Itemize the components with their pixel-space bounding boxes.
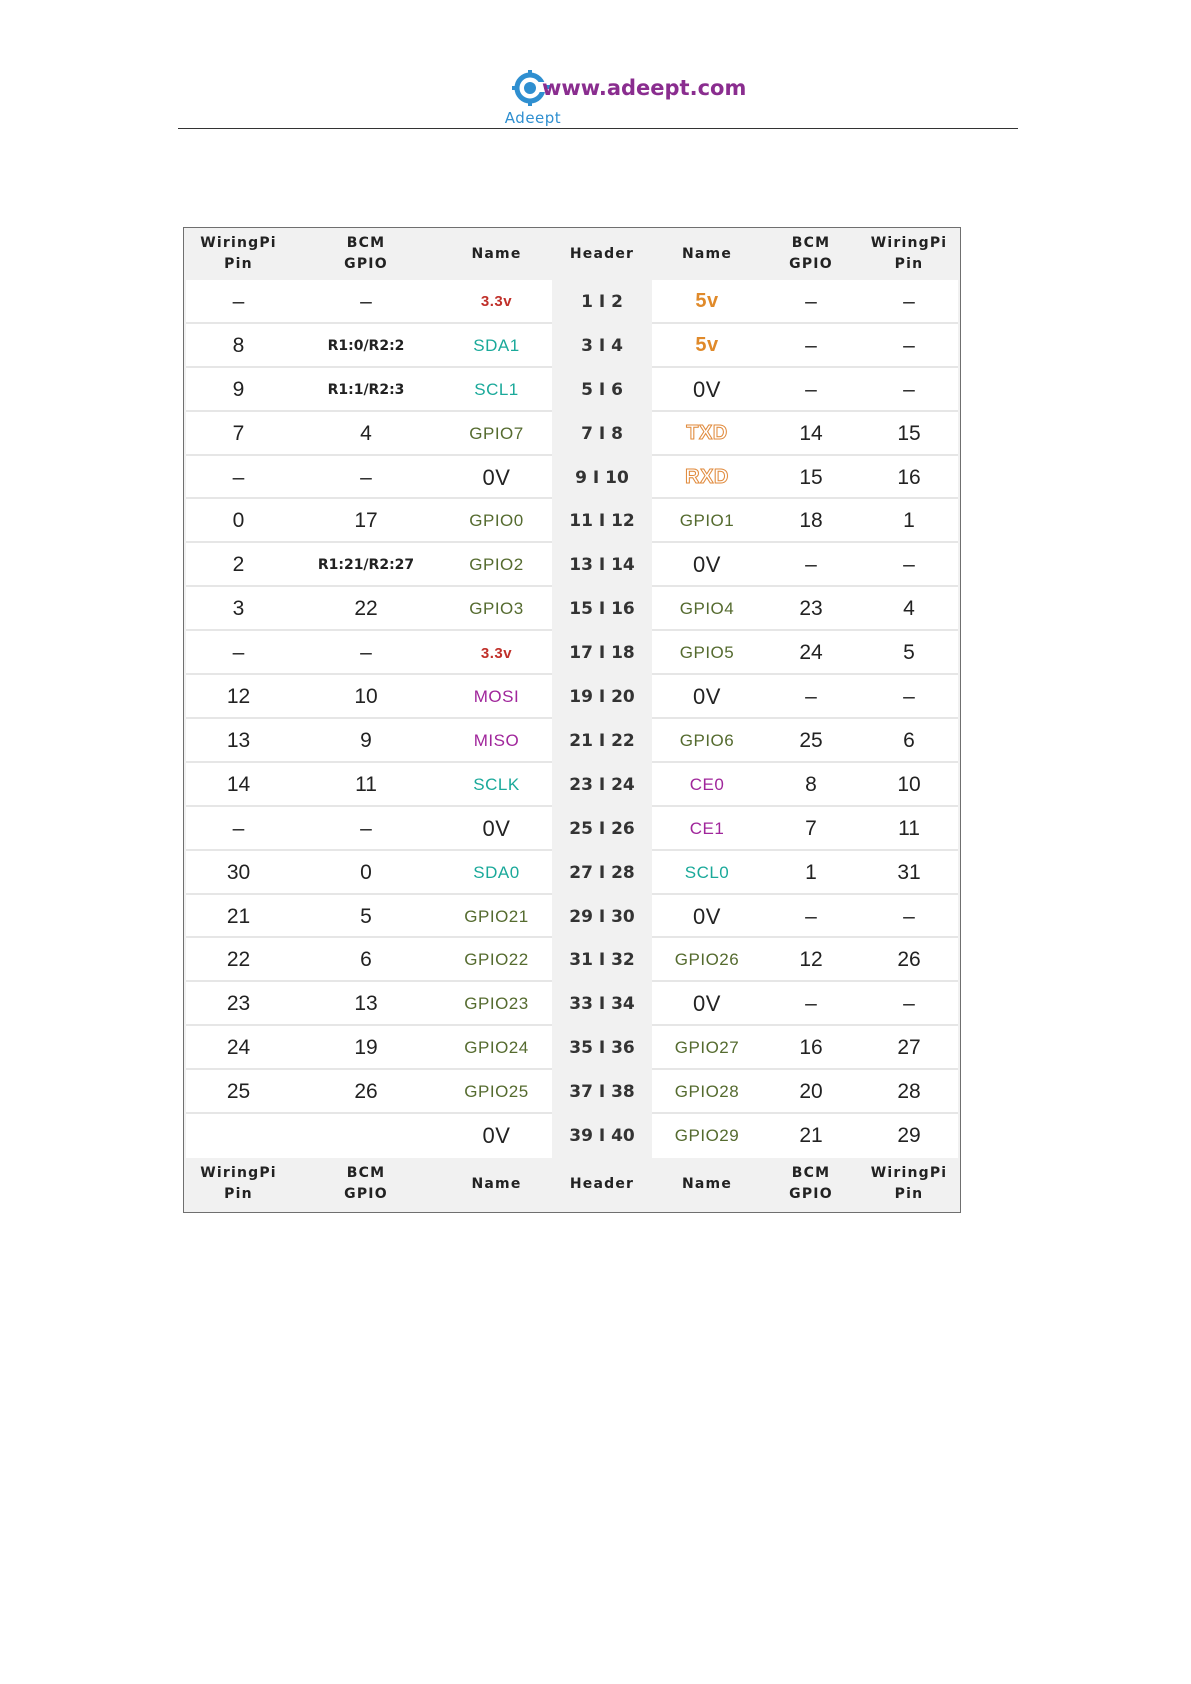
bcm-right-cell: – [805, 289, 817, 313]
name-right-cell: TXD [686, 422, 728, 445]
wiringpi-right-cell: 26 [897, 948, 921, 972]
footer-wiringpi-left: WiringPi Pin [200, 1165, 277, 1202]
wiringpi-left-cell: 14 [226, 772, 251, 796]
wiringpi-left-cell: 0 [232, 509, 245, 533]
wiringpi-left-cell: 25 [226, 1080, 251, 1104]
name-right-cell: 0V [693, 684, 721, 710]
bcm-right-cell: 24 [799, 641, 823, 665]
table-row [184, 368, 960, 412]
wiringpi-right-cell: 4 [903, 597, 915, 621]
bcm-right-cell: 14 [799, 421, 823, 445]
header-name-right: Name [681, 245, 733, 262]
bcm-left-cell: R1:21/R2:27 [317, 557, 415, 574]
table-row [184, 631, 960, 675]
header-wiringpi-left: WiringPi Pin [200, 235, 277, 272]
wiringpi-left-cell: 2 [232, 553, 245, 577]
wiringpi-left-cell: 12 [226, 685, 251, 709]
name-left-cell: SDA0 [473, 862, 520, 882]
wiringpi-right-cell: – [903, 333, 915, 357]
wiringpi-right-cell: – [903, 553, 915, 577]
table-row [184, 939, 960, 983]
header-pins-cell: 7 I 8 [581, 423, 623, 444]
name-right-cell: CE1 [689, 818, 725, 838]
table-row [184, 412, 960, 456]
table-row [184, 1026, 960, 1070]
name-right-cell: 0V [693, 991, 721, 1017]
header-pins-cell: 15 I 16 [569, 599, 635, 620]
bcm-left-cell: R1:1/R2:3 [327, 381, 405, 398]
name-right-cell: 5v [695, 290, 719, 313]
header-pins-cell: 5 I 6 [581, 379, 623, 400]
wiringpi-right-cell: 29 [897, 1124, 921, 1148]
footer-wiringpi-right: WiringPi Pin [870, 1165, 948, 1202]
wiringpi-right-cell: 28 [897, 1080, 921, 1104]
bcm-left-cell: 11 [355, 772, 377, 796]
table-row [184, 456, 960, 500]
table-row [184, 324, 960, 368]
header-bcm-right: BCM GPIO [789, 235, 833, 272]
site-url[interactable]: www.adeept.com [542, 76, 747, 100]
name-left-cell: GPIO0 [469, 511, 524, 531]
footer-name-left: Name [471, 1175, 522, 1192]
wiringpi-right-cell: – [903, 377, 915, 401]
bcm-right-cell: 23 [799, 597, 823, 621]
name-left-cell: GPIO22 [464, 950, 529, 970]
bcm-right-cell: – [805, 992, 817, 1016]
wiringpi-right-cell: – [903, 289, 915, 313]
bcm-left-cell: 4 [360, 421, 372, 445]
bcm-left-cell: 17 [354, 509, 378, 533]
name-right-cell: 5v [695, 334, 719, 357]
name-right-cell: GPIO5 [679, 643, 735, 663]
name-right-cell: GPIO28 [674, 1082, 740, 1102]
name-left-cell: 0V [482, 1123, 511, 1149]
bcm-right-cell: 18 [799, 509, 823, 533]
bcm-right-cell: 8 [805, 772, 817, 796]
bcm-left-cell: – [360, 816, 372, 840]
wiringpi-left-cell: 30 [226, 860, 251, 884]
footer-bcm-right: BCM GPIO [789, 1165, 833, 1202]
header-pins-cell: 35 I 36 [569, 1038, 635, 1059]
name-left-cell: GPIO23 [464, 994, 529, 1014]
header-wiringpi-right: WiringPi Pin [870, 235, 948, 272]
wiringpi-right-cell: 11 [898, 816, 920, 840]
name-right-cell: GPIO26 [674, 950, 740, 970]
header-pins-cell: 39 I 40 [569, 1126, 635, 1147]
name-left-cell: MOSI [473, 687, 520, 707]
table-row [184, 982, 960, 1026]
header-pins-cell: 21 I 22 [569, 730, 635, 751]
wiringpi-right-cell: 10 [897, 772, 921, 796]
wiringpi-right-cell: 6 [903, 728, 915, 752]
wiringpi-left-cell: – [232, 816, 245, 840]
header-pins-cell: 19 I 20 [569, 687, 635, 708]
bcm-right-cell: – [805, 904, 817, 928]
footer-header: Header [569, 1175, 635, 1192]
table-row [184, 763, 960, 807]
wiringpi-left-cell: 24 [226, 1036, 251, 1060]
wiringpi-left-cell: 21 [226, 904, 251, 928]
bcm-right-cell: 16 [799, 1036, 823, 1060]
table-row [184, 807, 960, 851]
wiringpi-left-cell: – [232, 465, 245, 489]
header-pins-cell: 31 I 32 [569, 950, 635, 971]
bcm-right-cell: 15 [799, 465, 823, 489]
logo-text: Adeept [504, 109, 562, 127]
name-left-cell: 0V [482, 815, 511, 841]
name-left-cell: 3.3v [480, 293, 513, 311]
bcm-right-cell: 12 [799, 948, 823, 972]
table-row [184, 280, 960, 324]
table-row [184, 587, 960, 631]
table-row [184, 719, 960, 763]
wiringpi-right-cell: – [903, 992, 915, 1016]
page-header [178, 66, 1018, 129]
wiringpi-left-cell: 3 [232, 597, 245, 621]
bcm-left-cell: 0 [360, 860, 372, 884]
name-left-cell: GPIO21 [464, 906, 529, 926]
header-pins-cell: 13 I 14 [569, 555, 635, 576]
header-pins-cell: 29 I 30 [569, 906, 635, 927]
wiringpi-right-cell: 27 [897, 1036, 921, 1060]
bcm-right-cell: 25 [799, 728, 823, 752]
header-pins-cell: 11 I 12 [569, 511, 635, 532]
name-right-cell: GPIO4 [679, 599, 735, 619]
table-row [184, 851, 960, 895]
header-pins-cell: 27 I 28 [569, 862, 635, 883]
wiringpi-right-cell: 16 [897, 465, 921, 489]
bcm-left-cell: – [360, 465, 372, 489]
name-right-cell: SCL0 [684, 862, 730, 882]
name-right-cell: GPIO27 [674, 1038, 740, 1058]
bcm-right-cell: 21 [799, 1124, 823, 1148]
bcm-left-cell: 22 [354, 597, 378, 621]
bcm-left-cell: – [360, 289, 372, 313]
table-row [184, 1114, 960, 1158]
wiringpi-left-cell: 8 [232, 333, 245, 357]
header-pins-cell: 17 I 18 [569, 643, 635, 664]
bcm-right-cell: – [805, 685, 817, 709]
wiringpi-left-cell: 23 [226, 992, 251, 1016]
header-pins-cell: 37 I 38 [569, 1082, 635, 1103]
footer-name-right: Name [681, 1175, 733, 1192]
name-left-cell: SDA1 [473, 335, 520, 355]
name-left-cell: 3.3v [480, 644, 513, 662]
wiringpi-left-cell: 22 [226, 948, 251, 972]
wiringpi-left-cell: 13 [226, 728, 251, 752]
name-left-cell: GPIO2 [469, 555, 524, 575]
gpio-pin-table [183, 227, 961, 1213]
bcm-left-cell [291, 1114, 441, 1158]
bcm-right-cell: – [805, 333, 817, 357]
bcm-left-cell: 5 [360, 904, 372, 928]
name-right-cell: CE0 [689, 774, 725, 794]
name-left-cell: MISO [473, 730, 520, 750]
name-left-cell: GPIO7 [469, 423, 524, 443]
wiringpi-right-cell: – [903, 904, 915, 928]
table-row [184, 1070, 960, 1114]
header-pins-cell: 9 I 10 [575, 467, 629, 488]
bcm-right-cell: – [805, 377, 817, 401]
bcm-left-cell: 26 [354, 1080, 378, 1104]
bcm-left-cell: 13 [354, 992, 378, 1016]
bcm-right-cell: 7 [805, 816, 817, 840]
header-header: Header [569, 245, 635, 262]
name-right-cell: RXD [685, 466, 729, 489]
bcm-left-cell: – [360, 641, 372, 665]
bcm-left-cell: 19 [354, 1036, 378, 1060]
table-row [184, 675, 960, 719]
bcm-right-cell: – [805, 553, 817, 577]
name-right-cell: GPIO6 [679, 730, 735, 750]
bcm-left-cell: 9 [360, 728, 372, 752]
table-footer-row [184, 1158, 960, 1210]
wiringpi-left-cell [186, 1114, 291, 1158]
name-right-cell: GPIO29 [674, 1126, 740, 1146]
wiringpi-left-cell: – [232, 289, 245, 313]
header-pins-cell: 33 I 34 [569, 994, 635, 1015]
table-header-row [184, 228, 960, 280]
wiringpi-right-cell: – [903, 685, 915, 709]
header-pins-cell: 3 I 4 [581, 335, 623, 356]
bcm-right-cell: 1 [805, 860, 817, 884]
table-row [184, 500, 960, 544]
wiringpi-right-cell: 5 [903, 641, 915, 665]
header-bcm-left: BCM GPIO [344, 235, 388, 272]
name-right-cell: 0V [693, 376, 721, 402]
table-row [184, 543, 960, 587]
wiringpi-right-cell: 31 [897, 860, 921, 884]
wiringpi-left-cell: – [232, 641, 245, 665]
name-right-cell: 0V [693, 903, 721, 929]
wiringpi-left-cell: 7 [232, 421, 245, 445]
bcm-left-cell: R1:0/R2:2 [327, 337, 405, 354]
wiringpi-right-cell: 15 [897, 421, 921, 445]
wiringpi-left-cell: 9 [232, 377, 245, 401]
name-right-cell: GPIO1 [679, 511, 735, 531]
name-left-cell: GPIO25 [464, 1082, 529, 1102]
footer-bcm-left: BCM GPIO [344, 1165, 388, 1202]
name-left-cell: SCLK [473, 774, 520, 794]
bcm-left-cell: 10 [354, 685, 378, 709]
header-pins-cell: 1 I 2 [581, 291, 623, 312]
name-left-cell: GPIO3 [469, 599, 524, 619]
bcm-left-cell: 6 [360, 948, 372, 972]
name-left-cell: 0V [482, 464, 511, 490]
name-left-cell: SCL1 [474, 379, 519, 399]
header-pins-cell: 25 I 26 [569, 818, 635, 839]
header-pins-cell: 23 I 24 [569, 774, 635, 795]
name-right-cell: 0V [693, 552, 721, 578]
wiringpi-right-cell: 1 [903, 509, 915, 533]
table-row [184, 895, 960, 939]
bcm-right-cell: 20 [799, 1080, 823, 1104]
header-name-left: Name [471, 245, 522, 262]
name-left-cell: GPIO24 [464, 1038, 529, 1058]
